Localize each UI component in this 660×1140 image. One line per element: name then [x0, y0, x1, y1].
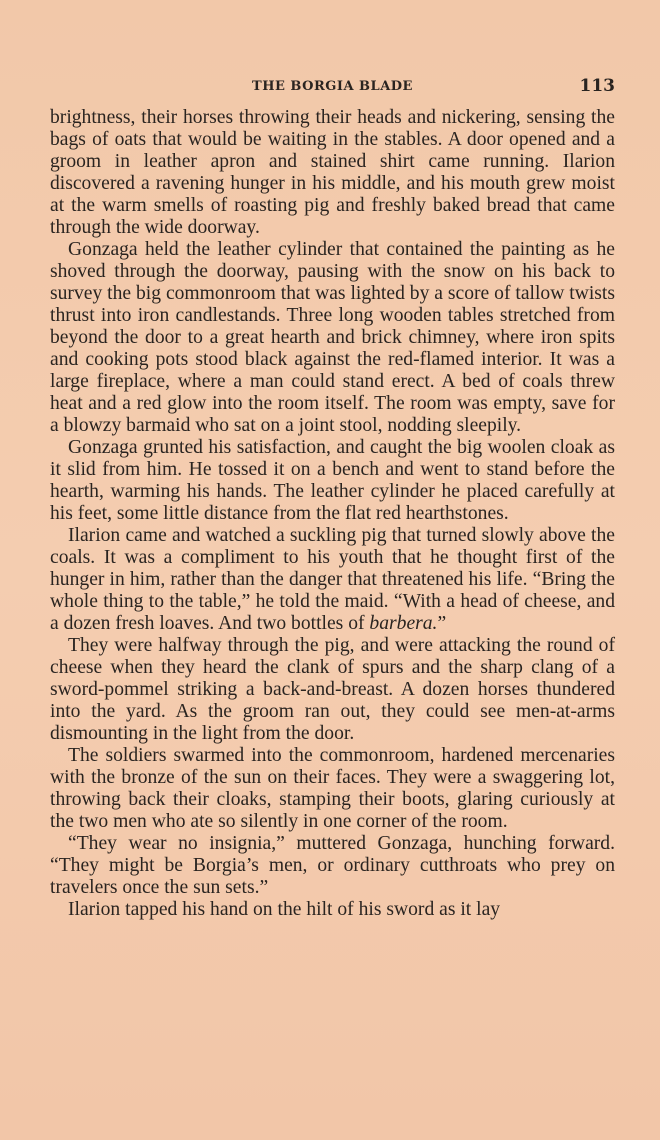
paragraph-8: Ilarion tapped his hand on the hilt of his sword as it lay: [68, 899, 501, 920]
paragraph-7: “They wear no insignia,” muttered Gonzaga, hunching forward. “They might be Borgia’s men, or ordinary cutthroats who prey on travelers once the sun sets.”: [50, 833, 615, 898]
running-head: [50, 76, 615, 100]
paragraph-4-text: Ilarion came and watched a suckling pig that turned slowly above the coals. It was a compliment to his youth that he thought first of the hunger in him, rather than the danger that threatened his life. “Bring the whole thing to the table,” he told the maid. “With a head of cheese, and a dozen fresh loaves. And two bottles of: [50, 525, 615, 634]
page-number: 113: [579, 76, 615, 96]
paragraph-6: The soldiers swarmed into the commonroom, hardened mercenaries with the bronze of the sun on their faces. They were a swaggering lot, throwing back their cloaks, stamping their boots, glaring curiously at the two men who ate so silently in one corner of the room.: [50, 745, 615, 832]
paragraph-4-italic: barbera.: [369, 613, 438, 634]
paragraph-4: [50, 525, 615, 635]
paragraph-5: They were halfway through the pig, and were attacking the round of cheese when they heard the clank of spurs and the sharp clang of a sword-pommel striking a back-and-breast. A dozen horses thundered into the yard. As the groom ran out, they could see men-at-arms dismounting in the light from the door.: [50, 635, 615, 744]
running-title: THE BORGIA BLADE: [252, 79, 413, 94]
body-text: [50, 107, 615, 921]
paragraph-2: Gonzaga held the leather cylinder that contained the painting as he shoved through the doorway, pausing with the snow on his back to survey the big commonroom that was lighted by a score of tallow twists thrust into iron candlestands. Three long wooden tables stretched from beyond the door to a great hearth and brick chimney, where iron spits and cooking pots stood black against the red-flamed interior. It was a large fireplace, where a man could stand erect. A bed of coals threw heat and a red glow into the room itself. The room was empty, save for a blowzy barmaid who sat on a joint stool, nodding sleepily.: [50, 239, 615, 436]
paragraph-4-closing-quote: ”: [437, 613, 447, 634]
paragraph-1: brightness, their horses throwing their heads and nickering, sensing the bags of oats that would be waiting in the stables. A door opened and a groom in leather apron and stained shirt came running. Ilarion discovered a ravening hunger in his middle, and his mouth grew moist at the warm smells of roasting pig and freshly baked bread that came through the wide doorway.: [50, 107, 615, 238]
paragraph-3: Gonzaga grunted his satisfaction, and caught the big woolen cloak as it slid from him. He tossed it on a bench and went to stand before the hearth, warming his hands. The leather cylinder he placed carefully at his feet, some little distance from the flat red hearthstones.: [50, 437, 615, 524]
